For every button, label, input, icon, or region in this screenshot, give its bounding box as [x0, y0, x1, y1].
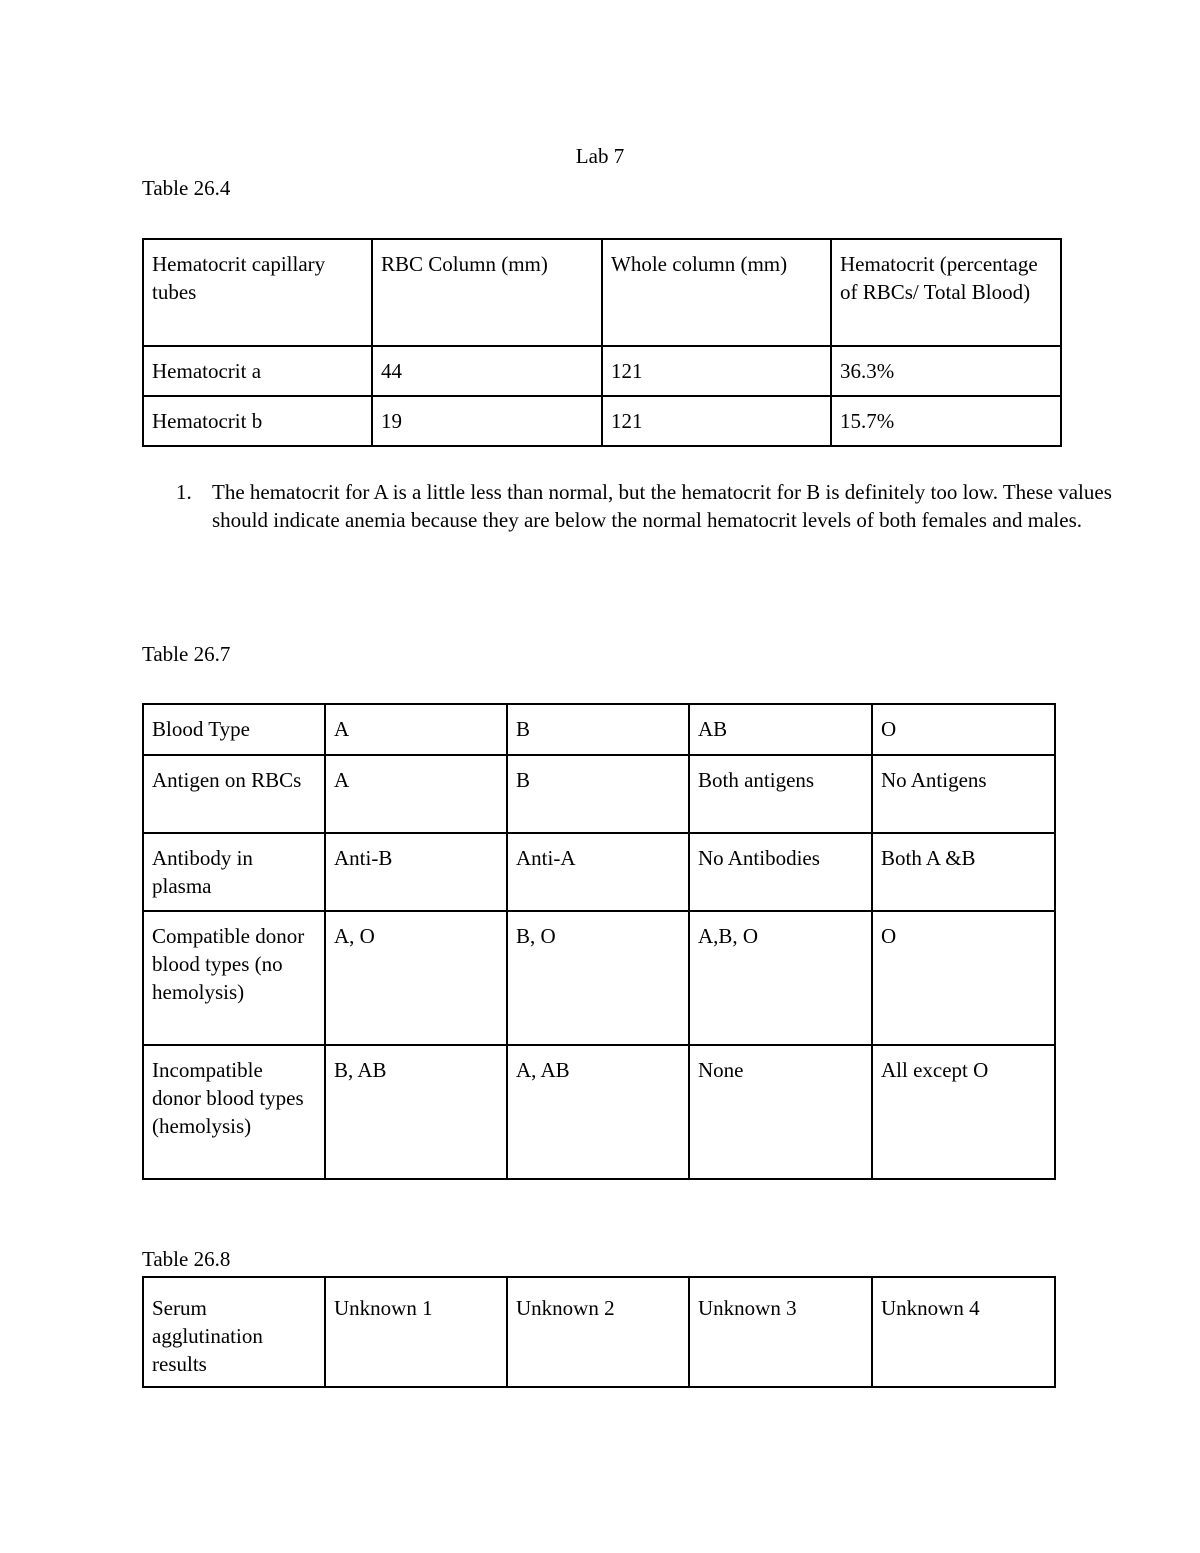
- table-cell: No Antigens: [872, 755, 1055, 833]
- table-cell: Antigen on RBCs: [143, 755, 325, 833]
- table-row: [143, 1277, 1055, 1387]
- table-26-7: [142, 703, 1056, 1180]
- header-cell: Whole column (mm): [602, 239, 831, 346]
- table-row: [143, 396, 1061, 446]
- table-cell: B: [507, 704, 689, 755]
- table-cell: 15.7%: [831, 396, 1061, 446]
- table-26-4: [142, 238, 1062, 447]
- table-cell: Hematocrit a: [143, 346, 372, 396]
- table-cell: All except O: [872, 1045, 1055, 1179]
- answer-item: [176, 478, 1132, 534]
- table-cell: A: [325, 755, 507, 833]
- table-cell: 121: [602, 346, 831, 396]
- table-row: [143, 833, 1055, 911]
- table-cell: 36.3%: [831, 346, 1061, 396]
- table-cell: 121: [602, 396, 831, 446]
- table-cell: 44: [372, 346, 602, 396]
- table-row: [143, 755, 1055, 833]
- answer-number: 1.: [176, 480, 192, 504]
- table-row: [143, 1045, 1055, 1179]
- table-cell: Both A &B: [872, 833, 1055, 911]
- table-header-row: [143, 239, 1061, 346]
- table-cell: A,B, O: [689, 911, 872, 1045]
- table-cell: O: [872, 911, 1055, 1045]
- answer-text: The hematocrit for A is a little less than normal, but the hematocrit for B is definitely too low. These values should indicate anemia because they are below the normal hematocrit levels of both females and males.: [212, 480, 1112, 532]
- table-cell: Hematocrit b: [143, 396, 372, 446]
- table-cell: B: [507, 755, 689, 833]
- table-cell: A, AB: [507, 1045, 689, 1179]
- table-cell: Incompatible donor blood types (hemolysis): [143, 1045, 325, 1179]
- table-cell: No Antibodies: [689, 833, 872, 911]
- table-cell: Blood Type: [143, 704, 325, 755]
- table-row: [143, 911, 1055, 1045]
- table-cell: B, AB: [325, 1045, 507, 1179]
- table-cell: A, O: [325, 911, 507, 1045]
- table-cell: Both antigens: [689, 755, 872, 833]
- table-cell: Unknown 4: [872, 1277, 1055, 1387]
- table-cell: B, O: [507, 911, 689, 1045]
- table-cell: Anti-B: [325, 833, 507, 911]
- table-cell: None: [689, 1045, 872, 1179]
- table-cell: A: [325, 704, 507, 755]
- table-cell: O: [872, 704, 1055, 755]
- header-cell: Hematocrit (percentage of RBCs/ Total Blood): [831, 239, 1061, 346]
- table-cell: Unknown 2: [507, 1277, 689, 1387]
- table-26-4-caption: Table 26.4: [142, 176, 231, 200]
- header-cell: RBC Column (mm): [372, 239, 602, 346]
- table-26-8-caption: Table 26.8: [142, 1247, 231, 1271]
- table-cell: Compatible donor blood types (no hemolysis): [143, 911, 325, 1045]
- document-title: Lab 7: [575, 144, 625, 168]
- table-26-8: [142, 1276, 1056, 1388]
- table-cell: Anti-A: [507, 833, 689, 911]
- table-26-7-caption: Table 26.7: [142, 642, 231, 666]
- table-row: [143, 346, 1061, 396]
- table-cell: Antibody in plasma: [143, 833, 325, 911]
- answer-list: [142, 478, 1132, 534]
- table-cell: Serum agglutination results: [143, 1277, 325, 1387]
- table-cell: Unknown 1: [325, 1277, 507, 1387]
- table-cell: Unknown 3: [689, 1277, 872, 1387]
- table-row: [143, 704, 1055, 755]
- table-cell: 19: [372, 396, 602, 446]
- header-cell: Hematocrit capillary tubes: [143, 239, 372, 346]
- table-cell: AB: [689, 704, 872, 755]
